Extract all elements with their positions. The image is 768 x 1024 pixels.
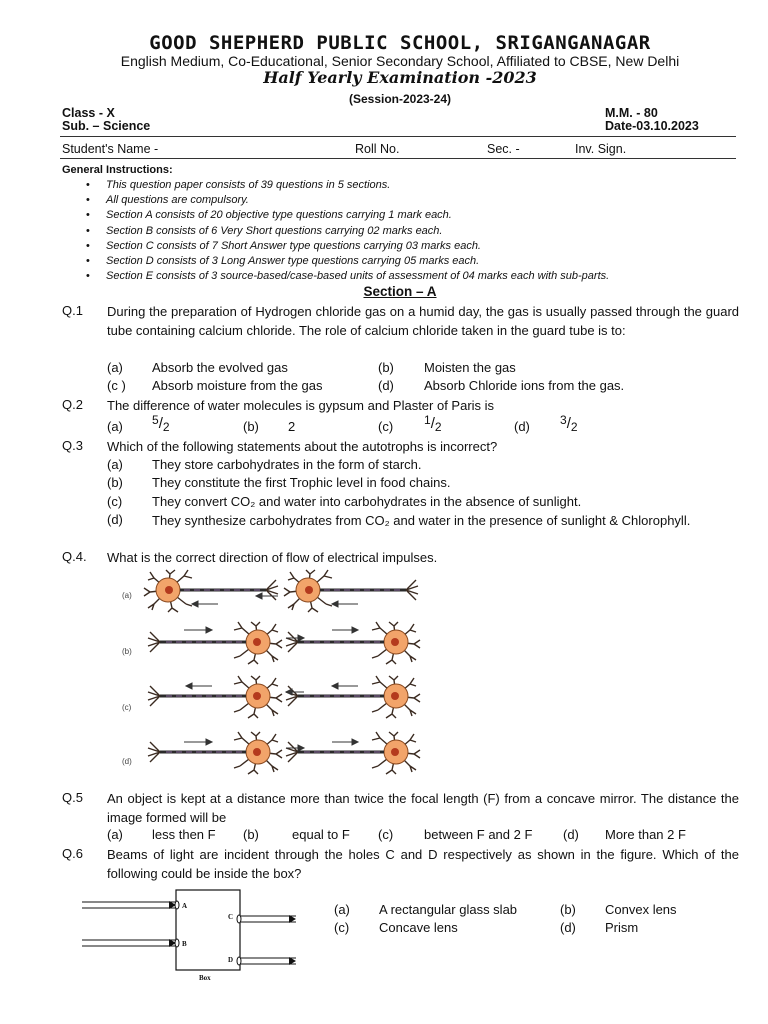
q6-option-c-label: (c)	[334, 920, 350, 935]
q6-number: Q.6	[62, 846, 83, 861]
student-name-field: Student's Name -	[62, 142, 159, 156]
q1-option-c: Absorb moisture from the gas	[152, 378, 323, 393]
q3-option-b-label: (b)	[107, 475, 123, 490]
q4-number: Q.4.	[62, 549, 87, 564]
q1-option-a-label: (a)	[107, 360, 123, 375]
max-marks: M.M. - 80	[605, 106, 658, 120]
q1-option-b-label: (b)	[378, 360, 394, 375]
instruction-item: • Section B consists of 6 Very Short questions carrying 02 marks each.	[106, 224, 609, 239]
q6-option-c: Concave lens	[379, 920, 458, 935]
hole-c-label: C	[228, 913, 234, 921]
school-name: GOOD SHEPHERD PUBLIC SCHOOL, SRIGANGANAGAR	[149, 32, 651, 54]
box-diagram	[82, 884, 302, 984]
subject-label: Sub. – Science	[62, 119, 151, 133]
q6-text: Beams of light are incident through the holes C and D respectively as shown in the figure. Which of the following could be inside the box?	[107, 847, 739, 881]
q6-option-a-label: (a)	[334, 902, 350, 917]
section-field: Sec. -	[487, 142, 520, 156]
class-label: Class - X	[62, 106, 115, 120]
q1-option-a: Absorb the evolved gas	[152, 360, 288, 375]
q5-option-a: less then F	[152, 827, 216, 842]
q5-option-a-label: (a)	[107, 827, 123, 842]
q2-number: Q.2	[62, 397, 83, 412]
q3-option-a-label: (a)	[107, 457, 123, 472]
q6-option-d-label: (d)	[560, 920, 576, 935]
instruction-item: • Section D consists of 3 Long Answer type questions carrying 05 marks each.	[106, 254, 609, 269]
box-label: Box	[199, 974, 211, 982]
q3-option-d: They synthesize carbohydrates from CO₂ and water in the presence of sunlight & Chlorophyll.	[152, 513, 691, 528]
instruction-item: • This question paper consists of 39 questions in 5 sections.	[106, 178, 609, 193]
instruction-item: • Section A consists of 20 objective type questions carrying 1 mark each.	[106, 208, 609, 223]
hole-b-label: B	[182, 940, 187, 948]
q1-number: Q.1	[62, 303, 83, 318]
q2-text: The difference of water molecules is gypsum and Plaster of Paris is	[107, 398, 495, 413]
q5-option-d: More than 2 F	[605, 827, 686, 842]
hole-d-label: D	[228, 956, 234, 964]
q2-option-b-label: (b)	[243, 419, 259, 434]
q3-option-b: They constitute the first Trophic level in food chains.	[152, 475, 451, 490]
exam-title: Half Yearly Examination -2023	[263, 68, 537, 87]
q5-text: An object is kept at a distance more than twice the focal length (F) from a concave mirror. The distance the image formed will be	[107, 791, 739, 825]
q3-text: Which of the following statements about the autotrophs is incorrect?	[107, 439, 498, 454]
section-a-title: Section – A	[363, 284, 437, 299]
q4-label-c: (c)	[122, 703, 132, 712]
q3-option-d-label: (d)	[107, 512, 123, 527]
instructions-title: General Instructions:	[62, 164, 173, 176]
affiliation: English Medium, Co-Educational, Senior Secondary School, Affiliated to CBSE, New Delhi	[120, 53, 680, 69]
q1-option-b: Moisten the gas	[424, 360, 516, 375]
hole-a-label: A	[182, 902, 188, 910]
q4-label-b: (b)	[122, 647, 132, 656]
q2-option-c-label: (c)	[378, 419, 394, 434]
q5-number: Q.5	[62, 790, 83, 805]
q1-option-d-label: (d)	[378, 378, 394, 393]
session: (Session-2023-24)	[348, 92, 452, 106]
q4-label-d: (d)	[122, 757, 132, 766]
q2-option-c: $^1/_2$	[424, 413, 442, 434]
neuron-diagram	[118, 566, 438, 782]
instruction-item: • Section C consists of 7 Short Answer type questions carrying 03 marks each.	[106, 239, 609, 254]
q2-option-d-label: (d)	[514, 419, 530, 434]
q5-option-b: equal to F	[292, 827, 350, 842]
q3-number: Q.3	[62, 438, 83, 453]
header-divider-bottom	[60, 158, 736, 159]
q5-option-d-label: (d)	[563, 827, 579, 842]
q6-option-a: A rectangular glass slab	[379, 902, 518, 917]
instruction-item: • Section E consists of 3 source-based/case-based units of assessment of 04 marks each with sub-parts.	[106, 269, 609, 284]
q3-option-c: They convert CO₂ and water into carbohydrates in the absence of sunlight.	[152, 494, 582, 509]
q1-option-c-label: (c )	[107, 378, 126, 393]
q2-option-a: $^5/_2$	[152, 413, 170, 434]
q3-option-c-label: (c)	[107, 494, 123, 509]
q5-option-b-label: (b)	[243, 827, 259, 842]
q4-label-a: (a)	[122, 591, 132, 600]
q5-option-c-label: (c)	[378, 827, 394, 842]
q1-text: During the preparation of Hydrogen chloride gas on a humid day, the gas is usually passed through the guard tube containing calcium chloride. The role of calcium chloride taken in the guard tube is to:	[107, 304, 739, 338]
q3-option-a: They store carbohydrates in the form of starch.	[152, 457, 422, 472]
q2-option-d: $^3/_2$	[560, 413, 578, 434]
q6-option-b: Convex lens	[605, 902, 677, 917]
q6-option-d: Prism	[605, 920, 639, 935]
instructions-list	[62, 178, 609, 284]
q4-text: What is the correct direction of flow of electrical impulses.	[107, 550, 438, 565]
roll-no-field: Roll No.	[355, 142, 400, 156]
invigilator-sign-field: Inv. Sign.	[575, 142, 627, 156]
q2-option-a-label: (a)	[107, 419, 123, 434]
q2-option-b: 2	[288, 419, 296, 434]
instruction-item: • All questions are compulsory.	[106, 193, 609, 208]
q1-option-d: Absorb Chloride ions from the gas.	[424, 378, 625, 393]
q5-option-c: between F and 2 F	[424, 827, 533, 842]
exam-date: Date-03.10.2023	[605, 119, 699, 133]
q6-option-b-label: (b)	[560, 902, 576, 917]
header-divider-top	[60, 136, 736, 137]
